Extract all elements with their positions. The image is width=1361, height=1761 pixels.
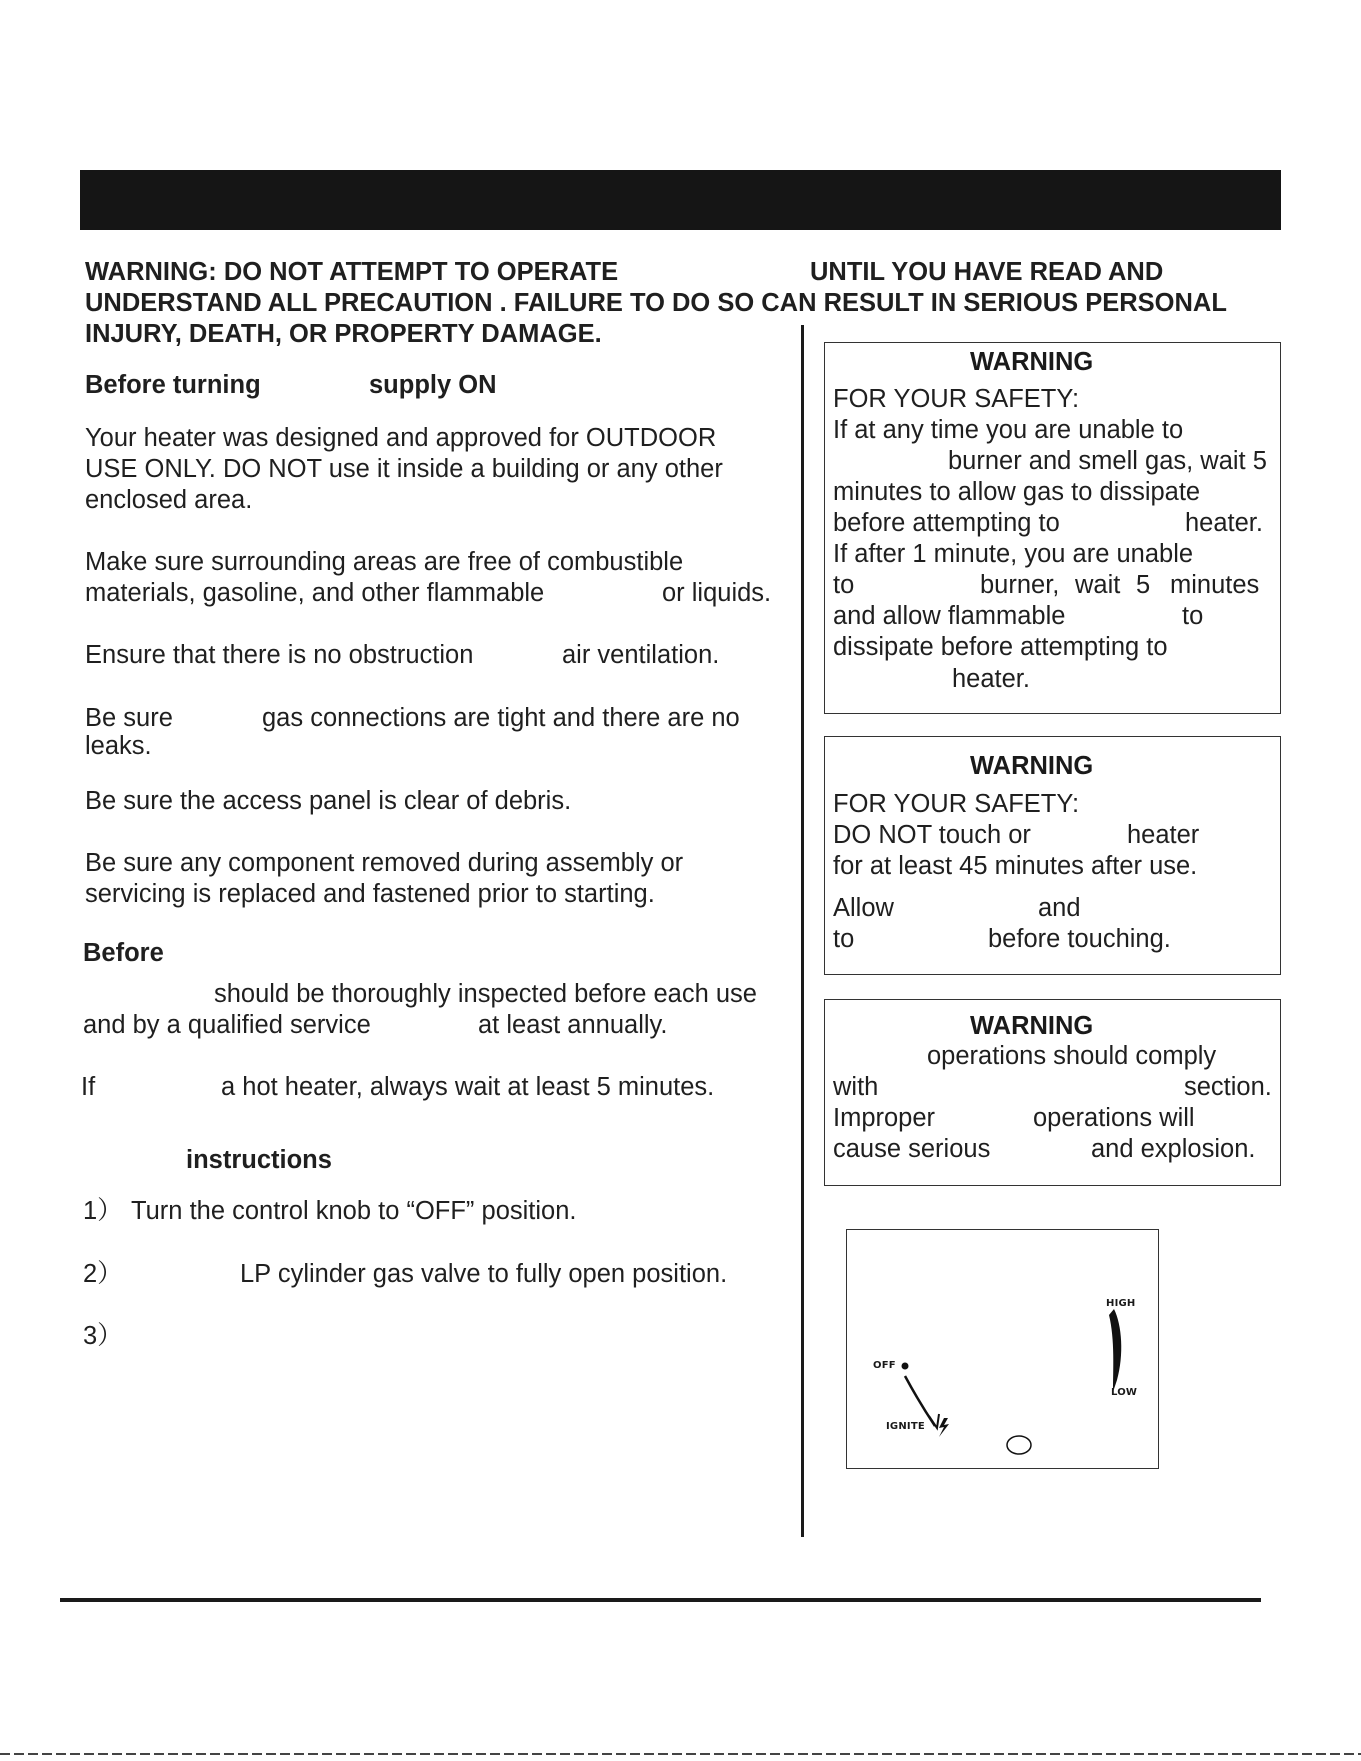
para-connections-1: Be sure (85, 704, 173, 732)
para-component-1: Be sure any component removed during assembly or (85, 849, 684, 877)
warning-box-2-line1a: DO NOT touch or (833, 821, 1031, 849)
knob-center-marker (1007, 1436, 1031, 1454)
knob-label-high: HIGH (1106, 1298, 1136, 1309)
warning-box-1-line2: burner and smell gas, wait 5 (948, 447, 1267, 475)
bottom-rule (60, 1598, 1261, 1602)
para-hot-heater-1: If (81, 1073, 96, 1101)
para-inspect-1: should be thoroughly inspected before each use (214, 980, 757, 1008)
warning-box-2-line3a: Allow (833, 894, 894, 922)
warning-box-2-safety: FOR YOUR SAFETY: (833, 790, 1080, 818)
main-warning-line1a: WARNING: DO NOT ATTEMPT TO OPERATE (85, 258, 619, 286)
warning-box-2-title: WARNING (970, 752, 1094, 780)
para-component-2: servicing is replaced and fastened prior to starting. (85, 880, 655, 908)
section-header-bar (80, 170, 1281, 230)
para-connections-2: gas connections are tight and there are no (262, 704, 740, 732)
warning-box-2-line2: for at least 45 minutes after use. (833, 852, 1198, 880)
warning-box-3-title: WARNING (970, 1012, 1094, 1040)
knob-label-off: OFF (873, 1360, 896, 1371)
step-2-text: LP cylinder gas valve to fully open position. (240, 1260, 728, 1288)
knob-label-low: LOW (1111, 1387, 1138, 1398)
before-heading: Before (83, 939, 164, 967)
column-divider (801, 325, 804, 1537)
para-outdoor-3: enclosed area. (85, 486, 253, 514)
warning-box-3-line3b: operations will (1033, 1104, 1195, 1132)
para-inspect-3: at least annually. (478, 1011, 668, 1039)
warning-box-3-line3a: Improper (833, 1104, 936, 1132)
warning-box-2-line1b: heater (1127, 821, 1200, 849)
warning-box-2-line4a: to (833, 925, 855, 953)
para-ventilation-1: Ensure that there is no obstruction (85, 641, 474, 669)
main-warning-line3: INJURY, DEATH, OR PROPERTY DAMAGE. (85, 320, 602, 348)
ignite-spark-icon (939, 1418, 949, 1437)
warning-box-3-line2b: section. (1184, 1073, 1272, 1101)
before-supply-heading-a: Before turning (85, 371, 261, 399)
warning-box-1-line6e: minutes (1170, 571, 1260, 599)
warning-box-1-line9: heater. (952, 665, 1030, 693)
warning-box-3-line4a: cause serious (833, 1135, 991, 1163)
warning-box-1-line7a: and allow flammable (833, 602, 1066, 630)
knob-diagram-graphic (847, 1230, 1158, 1468)
warning-box-1-line1: If at any time you are unable to (833, 416, 1184, 444)
para-access-panel: Be sure the access panel is clear of debris. (85, 787, 572, 815)
warning-box-1-safety: FOR YOUR SAFETY: (833, 385, 1080, 413)
page-edge-dashes (0, 1753, 1361, 1755)
main-warning-line1b: UNTIL YOU HAVE READ AND (810, 258, 1164, 286)
warning-box-1-title: WARNING (970, 348, 1094, 376)
para-outdoor-1: Your heater was designed and approved for OUTDOOR (85, 424, 717, 452)
para-outdoor-2: USE ONLY. DO NOT use it inside a building or any other (85, 455, 723, 483)
warning-box-1-line6c: wait (1075, 571, 1121, 599)
instructions-heading: instructions (186, 1146, 332, 1174)
step-1-number: 1） (83, 1197, 123, 1225)
para-connections-3: leaks. (85, 732, 152, 760)
off-position-dot (902, 1363, 909, 1370)
before-supply-heading-b: supply ON (369, 371, 497, 399)
step-3-number: 3） (83, 1322, 123, 1350)
step-2-number: 2） (83, 1260, 123, 1288)
warning-box-1-line6b: burner, (980, 571, 1060, 599)
para-hot-heater-2: a hot heater, always wait at least 5 minutes. (221, 1073, 715, 1101)
para-combustible-1: Make sure surrounding areas are free of combustible (85, 548, 684, 576)
para-combustible-2: materials, gasoline, and other flammable (85, 579, 545, 607)
warning-box-1-line6d: 5 (1136, 571, 1151, 599)
warning-box-1-line4a: before attempting to (833, 509, 1060, 537)
step-1-text: Turn the control knob to “OFF” position. (131, 1197, 577, 1225)
high-low-flame-range (1109, 1309, 1121, 1392)
main-warning-line2: UNDERSTAND ALL PRECAUTION . FAILURE TO DO SO CAN RESULT IN SERIOUS PERSONAL (85, 289, 1227, 317)
warning-box-1-line4b: heater. (1185, 509, 1263, 537)
warning-box-1-line8: dissipate before attempting to (833, 633, 1168, 661)
warning-box-3-line4b: and explosion. (1091, 1135, 1256, 1163)
warning-box-1-line3: minutes to allow gas to dissipate (833, 478, 1201, 506)
para-inspect-2: and by a qualified service (83, 1011, 371, 1039)
warning-box-1-line7b: to (1182, 602, 1204, 630)
para-combustible-3: or liquids. (662, 579, 772, 607)
warning-box-3-line2a: with (833, 1073, 879, 1101)
warning-box-1-line5: If after 1 minute, you are unable (833, 540, 1194, 568)
control-knob-diagram (846, 1229, 1159, 1469)
warning-box-3-line1: operations should comply (927, 1042, 1217, 1070)
warning-box-2-line3b: and (1038, 894, 1081, 922)
warning-box-1-line6a: to (833, 571, 855, 599)
warning-box-2-line4b: before touching. (988, 925, 1171, 953)
para-ventilation-2: air ventilation. (562, 641, 720, 669)
knob-label-ignite: IGNITE (886, 1421, 925, 1432)
